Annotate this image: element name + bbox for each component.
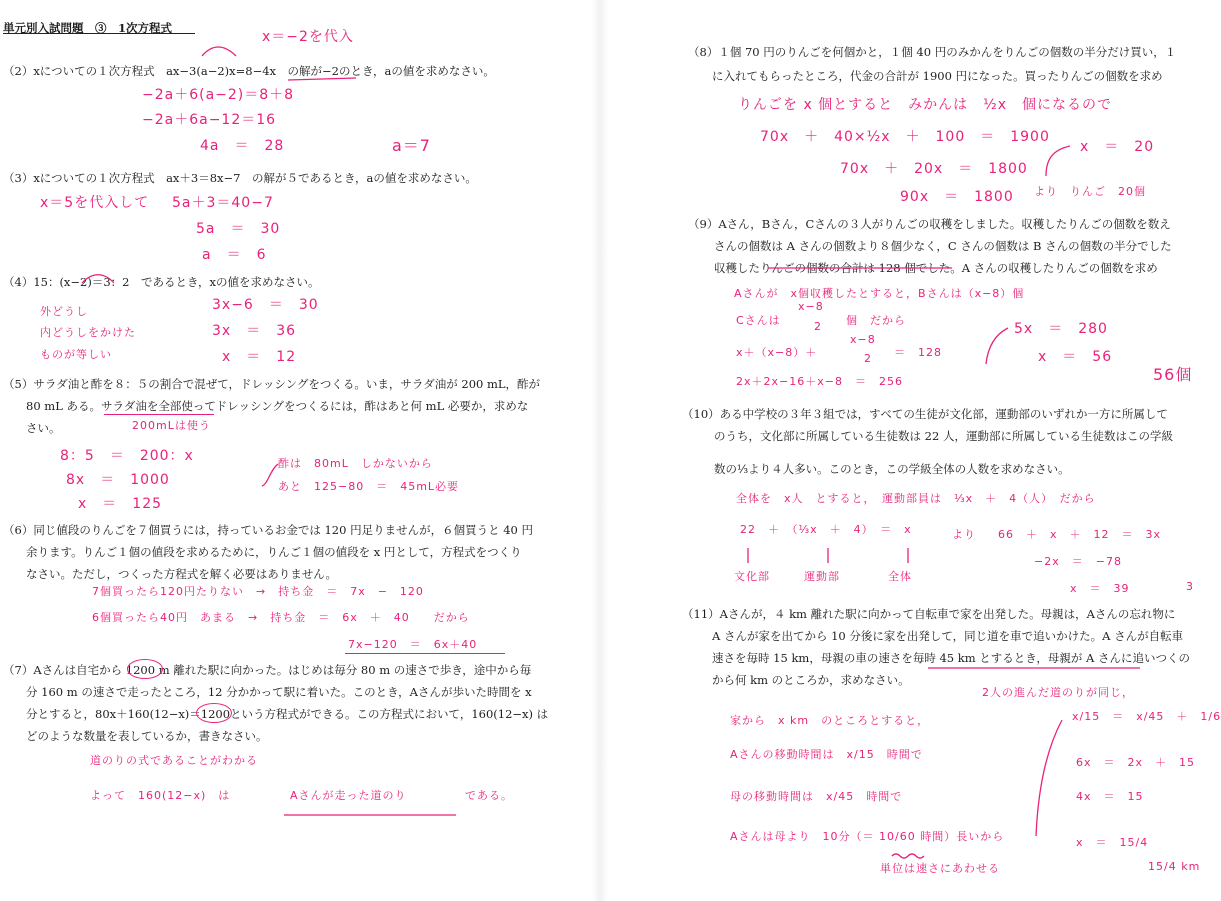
q7-text-4: どのような数量を表しているか，書きなさい。	[26, 729, 268, 743]
q9-work-4: x＋（x−8）＋	[736, 346, 818, 359]
q2-work-2: −2a＋6a−12＝16	[142, 112, 277, 128]
q3-work-2: 5a ＝ 30	[196, 221, 281, 237]
q9-text-3: 収穫したりんごの個数の合計は 128 個でした。A さんの収穫したりんごの個数を求め	[714, 261, 1158, 275]
q11-side-1: x/15 ＝ x/45 ＋ 1/6	[1072, 710, 1221, 723]
q7-work-3: Aさんが走った道のり	[290, 789, 407, 802]
q5-text-1: （5）サラダ油と酢を８：５の割合で混ぜて，ドレッシングをつくる。いま，サラダ油が 200 mL，酢が	[3, 377, 541, 391]
q10-work-5: −2x ＝ −78	[1034, 555, 1122, 568]
q9-side-1: 5x ＝ 280	[1014, 321, 1108, 337]
q2-arrow	[202, 47, 236, 56]
q6-work-1: 7個買ったら120円たりない → 持ち金 ＝ 7x − 120	[92, 585, 424, 598]
q9-side-2: x ＝ 56	[1038, 349, 1113, 365]
q10-label-1: 文化部	[734, 570, 770, 583]
q8-work-3: 70x ＋ 20x ＝ 1800	[840, 161, 1028, 177]
q7-circle-1200-eq	[196, 703, 232, 723]
q11-answer: 15/4 km	[1148, 860, 1201, 873]
q10-label-3: 全体	[888, 570, 912, 583]
q8-text-1: （8）１個 70 円のりんごを何個かと，１個 40 円のみかんをりんごの個数の半分だけ買い，１	[688, 45, 1177, 59]
q5-text-2: 80 mL ある。サラダ油を全部使ってドレッシングをつくるには，酢はあと何 mL 必要か，求めな	[26, 399, 529, 413]
q2-text: （2）xについての１次方程式 ax−3(a−2)x=8−4x の解が−2のとき，aの値を求めなさい。	[3, 64, 495, 78]
q6-text-1: （6）同じ値段のりんごを７個買うには，持っているお金では 120 円足りませんが，６個買うと 40 円	[3, 523, 534, 537]
q4-work-3: x ＝ 12	[222, 349, 297, 365]
q9-work-3: 個 だから	[846, 314, 906, 327]
q5-underline	[104, 414, 214, 415]
q9-work-1: Aさんが x個収穫したとすると，Bさんは（x−8）個	[734, 287, 1025, 300]
q3-work-1: 5a＋3＝40−7	[172, 195, 274, 211]
q9-text-1: （9）Aさん，Bさん，Cさんの３人がりんごの収穫をしました。収穫したりんごの個数を数え	[688, 217, 1171, 231]
q5-text-3: さい。	[26, 421, 61, 435]
q6-answer-underline	[345, 653, 505, 654]
worksheet-title: 単元別入試問題 ③ 1次方程式	[3, 21, 172, 35]
q11-unit-note: 単位は速さにあわせる	[880, 862, 1000, 875]
q8-work-4: 90x ＝ 1800	[900, 189, 1014, 205]
q6-work-2: 6個買ったら40円 あまる → 持ち金 ＝ 6x ＋ 40 だから	[92, 611, 470, 624]
q11-work-4: Aさんは母より 10分（＝ 10/60 時間）長いから	[730, 830, 1005, 843]
q3-work-3: a ＝ 6	[202, 247, 267, 263]
q11-side-2: 6x ＝ 2x ＋ 15	[1076, 756, 1196, 769]
q5-reason-1: 酢は 80mL しかないから	[278, 457, 433, 470]
q6-text-3: なさい。ただし，つくった方程式を解く必要はありません。	[26, 567, 337, 581]
q9-answer: 56個	[1153, 365, 1193, 384]
q7-work-2: よって 160(12−x) は	[90, 789, 231, 802]
q5-note: 200mLは使う	[132, 419, 211, 432]
q9-arrow	[986, 328, 1008, 364]
q5-brace	[262, 464, 278, 486]
q11-work-2: Aさんの移動時間は x/15 時間で	[730, 748, 923, 761]
q8-side-2: より りんご 20個	[1034, 185, 1146, 198]
q10-work-7: 3	[1186, 580, 1194, 593]
q4-work-1: 3x−6 ＝ 30	[212, 297, 319, 313]
q11-text-2: A さんが家を出てから 10 分後に家を出発して，同じ道を車で追いかけた。A さんが自転車	[712, 629, 1184, 643]
q9-work-6: 2x＋2x−16＋x−8 ＝ 256	[736, 375, 903, 388]
q10-work-1: 全体を x人 とすると， 運動部員は ⅓x ＋ 4（人） だから	[736, 492, 1096, 505]
right-page	[600, 0, 1221, 901]
q11-text-3: 速さを毎時 15 km，母親の車の速さを毎時 45 km とするとき，母親が A さんに追いつくの	[712, 651, 1190, 665]
q7-text-3: 分とすると，80x＋160(12−x)＝1200という方程式ができる。この方程式において，160(12−x) は	[26, 707, 549, 721]
q9-text-2: さんの個数は A さんの個数より８個少なく，C さんの個数は B さんの個数の半分でした	[714, 239, 1172, 253]
q6-answer: 7x−120 ＝ 6x＋40	[348, 638, 478, 651]
q8-work-2: 70x ＋ 40×½x ＋ 100 ＝ 1900	[760, 129, 1050, 145]
q4-note-3: ものが等しい	[40, 348, 112, 361]
q11-side-4: x ＝ 15/4	[1076, 836, 1149, 849]
q2-work-1: −2a＋6(a−2)＝8＋8	[142, 87, 295, 103]
q9-frac2-den: 2	[864, 352, 872, 365]
left-page	[0, 0, 600, 901]
title-underline	[3, 33, 195, 34]
q2-work-3: 4a ＝ 28	[200, 138, 285, 154]
q2-answer: a＝7	[392, 136, 431, 155]
q4-text: （4）15：(x−2)＝3：2 であるとき，xの値を求めなさい。	[3, 275, 320, 289]
q5-reason-2: あと 125−80 ＝ 45mL必要	[278, 480, 460, 493]
q5-work-1: 8：5 ＝ 200：x	[60, 448, 194, 464]
q10-label-2: 運動部	[804, 570, 840, 583]
q10-work-2: 22 ＋ （⅓x ＋ 4） ＝ x	[740, 523, 912, 536]
q11-wave	[892, 854, 924, 858]
q7-text-1: （7）Aさんは自宅から 1200 m 離れた駅に向かった。はじめは毎分 80 m の速さで歩き，途中から毎	[3, 663, 532, 677]
q8-arrow	[1046, 146, 1070, 176]
q11-note: 2人の進んだ道のりが同じ，	[982, 686, 1134, 699]
q7-circle-1200-top	[127, 659, 163, 679]
q8-text-2: に入れてもらったところ，代金の合計が 1900 円になった。買ったりんごの個数を求め	[712, 69, 1163, 83]
q10-work-3: より	[952, 528, 976, 541]
q2-note: x＝−2を代入	[262, 29, 354, 45]
q9-frac2-num: x−8	[850, 333, 876, 346]
q5-work-3: x ＝ 125	[78, 496, 163, 512]
q10-text-3: 数の⅓より４人多い。このとき，この学級全体の人数を求めなさい。	[714, 462, 1070, 476]
q4-note-2: 内どうしをかけた	[40, 326, 136, 339]
q5-work-2: 8x ＝ 1000	[66, 472, 170, 488]
q3-text: （3）xについての１次方程式 ax＋3＝8x−7 の解が５であるとき，aの値を求めなさい。	[3, 171, 477, 185]
q9-frac-den: 2	[814, 320, 822, 333]
q4-work-2: 3x ＝ 36	[212, 323, 297, 339]
q6-text-2: 余ります。りんご１個の値段を求めるために，りんご１個の値段を x 円として，方程式をつくり	[26, 545, 522, 559]
q8-side-1: x ＝ 20	[1080, 139, 1155, 155]
q10-text-2: のうち，文化部に所属している生徒数は 22 人，運動部に所属している生徒数はこの学級	[714, 429, 1173, 443]
q8-work-1: りんごを x 個とすると みかんは ½x 個になるので	[738, 97, 1113, 113]
q10-work-6: x ＝ 39	[1070, 582, 1130, 595]
q10-text-1: （10）ある中学校の３年３組では，すべての生徒が文化部，運動部のいずれか一方に所属して	[682, 407, 1168, 421]
q11-text-1: （11）Aさんが，４ km 離れた駅に向かって自転車で家を出発した。母親は，Aさんの忘れ物に	[682, 607, 1176, 621]
q9-work-5: ＝ 128	[894, 346, 942, 359]
q7-work-4: である。	[465, 789, 513, 802]
q9-frac-num: x−8	[798, 300, 824, 313]
q3-note: x＝5を代入して	[40, 195, 150, 211]
q9-work-2: Cさんは	[736, 314, 781, 327]
q11-work-3: 母の移動時間は x/45 時間で	[730, 790, 903, 803]
q7-text-2: 分 160 m の速さで走ったところ，12 分かかって駅に着いた。このとき，Aさんが歩いた時間を x	[26, 685, 532, 699]
q11-side-3: 4x ＝ 15	[1076, 790, 1144, 803]
q4-note-1: 外どうし	[40, 305, 88, 318]
q10-work-4: 66 ＋ x ＋ 12 ＝ 3x	[998, 528, 1162, 541]
q11-arrow	[1036, 720, 1062, 836]
q7-work-1: 道のりの式であることがわかる	[90, 754, 258, 767]
q11-text-4: から何 km のところか，求めなさい。	[712, 673, 910, 687]
q11-work-1: 家から x km のところとすると，	[730, 714, 930, 727]
